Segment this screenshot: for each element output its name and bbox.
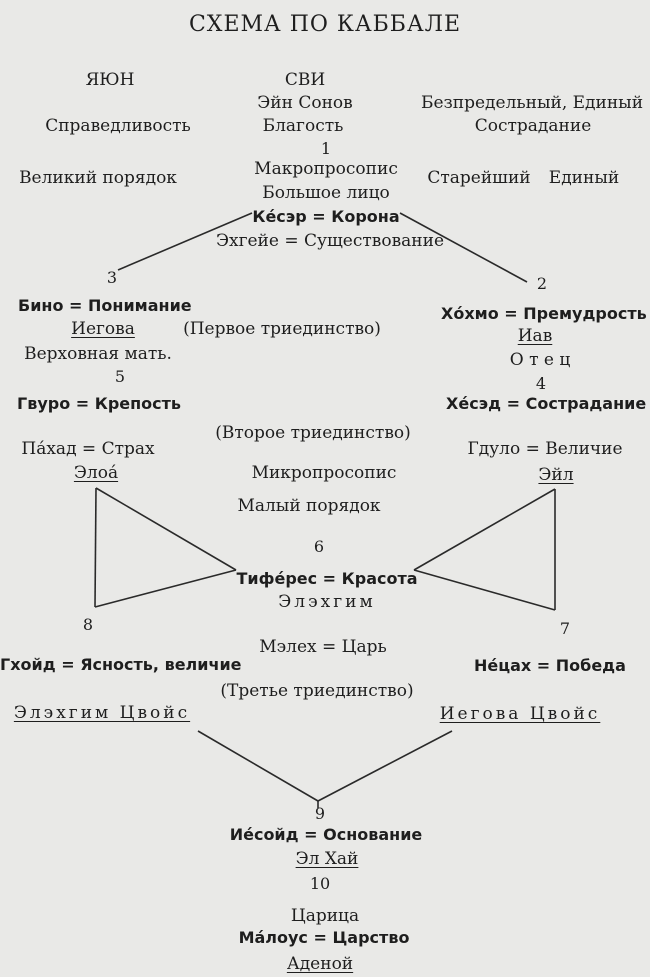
- sefira-hohmo: Хо́хмо = Премудрость: [441, 304, 647, 323]
- line-right-tri-top: [414, 489, 555, 570]
- label-eloa: Элоа́: [73, 463, 119, 483]
- label-makroprosopis: Макропросопис: [254, 159, 398, 179]
- label-bolshoe-lico: Большое лицо: [262, 183, 390, 203]
- sefira-tiferes: Тифе́рес = Красота: [236, 569, 418, 588]
- label-eil: Эйл: [538, 465, 574, 485]
- sefira-number-7: 7: [559, 619, 571, 638]
- sefira-bino: Бино = Понимание: [18, 296, 192, 315]
- label-otec: О т е ц: [509, 350, 571, 370]
- label-iegova-cvois: Иегова Цвойс: [439, 704, 601, 724]
- label-svi: СВИ: [284, 70, 326, 90]
- label-velikiy-poryadok: Великий порядок: [19, 168, 177, 188]
- label-maly-poryadok: Малый порядок: [237, 496, 381, 516]
- label-ediny: Единый: [548, 168, 620, 188]
- sefira-number-8: 8: [82, 615, 94, 634]
- label-elhgim: Элэхгим: [278, 592, 376, 612]
- label-ehgeie: Эхгейе = Существование: [215, 231, 445, 251]
- line-v-right: [318, 731, 452, 801]
- label-el-hai: Эл Хай: [295, 849, 359, 869]
- line-v-left: [198, 731, 318, 801]
- sefira-number-1: 1: [320, 139, 332, 158]
- sefira-number-6: 6: [313, 537, 325, 556]
- label-blagost: Благость: [262, 116, 344, 136]
- label-second-triad: (Второе триединство): [215, 423, 411, 443]
- line-left-tri-bottom: [95, 570, 236, 607]
- label-meleh: Мэлех = Царь: [259, 637, 387, 657]
- sefira-number-4: 4: [535, 374, 547, 393]
- label-ein-sof: Эйн Сонов: [257, 93, 353, 113]
- label-iegova: Иегова: [71, 319, 135, 339]
- sefira-iesod: Ие́сойд = Основание: [229, 825, 423, 844]
- line-left-tri-top: [96, 488, 236, 570]
- label-iav: Иав: [517, 326, 553, 346]
- label-starshiy: Старейший: [427, 168, 531, 188]
- label-yun: ЯЮН: [85, 70, 135, 90]
- sefira-number-3: 3: [106, 268, 118, 287]
- sefira-number-10: 10: [309, 874, 331, 893]
- label-carica: Царица: [290, 906, 360, 926]
- page-title: СХЕМА ПО КАББАЛЕ: [188, 12, 462, 37]
- label-spravedlivost: Справедливость: [45, 116, 191, 136]
- sefira-gohd: Гхойд = Ясность, величие: [0, 655, 242, 674]
- label-third-triad: (Третье триединство): [220, 681, 414, 701]
- sefira-necah: Не́цах = Победа: [474, 656, 626, 675]
- sefira-number-2: 2: [536, 274, 548, 293]
- sefira-hesed: Хе́сэд = Сострадание: [446, 394, 647, 413]
- sefira-keter: Ке́сэр = Корона: [252, 207, 400, 226]
- line-right-tri-bottom: [414, 570, 555, 610]
- label-elhgim-cvois: Элэхгим Цвойс: [13, 703, 191, 723]
- label-mikroprosopis: Микропросопис: [251, 463, 397, 483]
- sefira-number-5: 5: [114, 367, 126, 386]
- label-verhovnaya-mat: Верховная мать.: [24, 344, 172, 364]
- label-adenoi: Аденой: [286, 954, 354, 974]
- label-first-triad: (Первое триединство): [183, 319, 381, 339]
- label-pahad: Па́хад = Страх: [21, 439, 155, 459]
- sefira-gvuro: Гвуро = Крепость: [17, 394, 182, 413]
- line-left-tri-vertical: [95, 488, 96, 607]
- label-sostradanie-top: Сострадание: [474, 116, 592, 136]
- sefira-number-9: 9: [314, 804, 326, 823]
- sefira-malous: Ма́лоус = Царство: [238, 928, 410, 947]
- label-bezpredelny: Безпредельный, Единый: [420, 93, 644, 113]
- label-gdulo: Гдуло = Величие: [467, 439, 623, 459]
